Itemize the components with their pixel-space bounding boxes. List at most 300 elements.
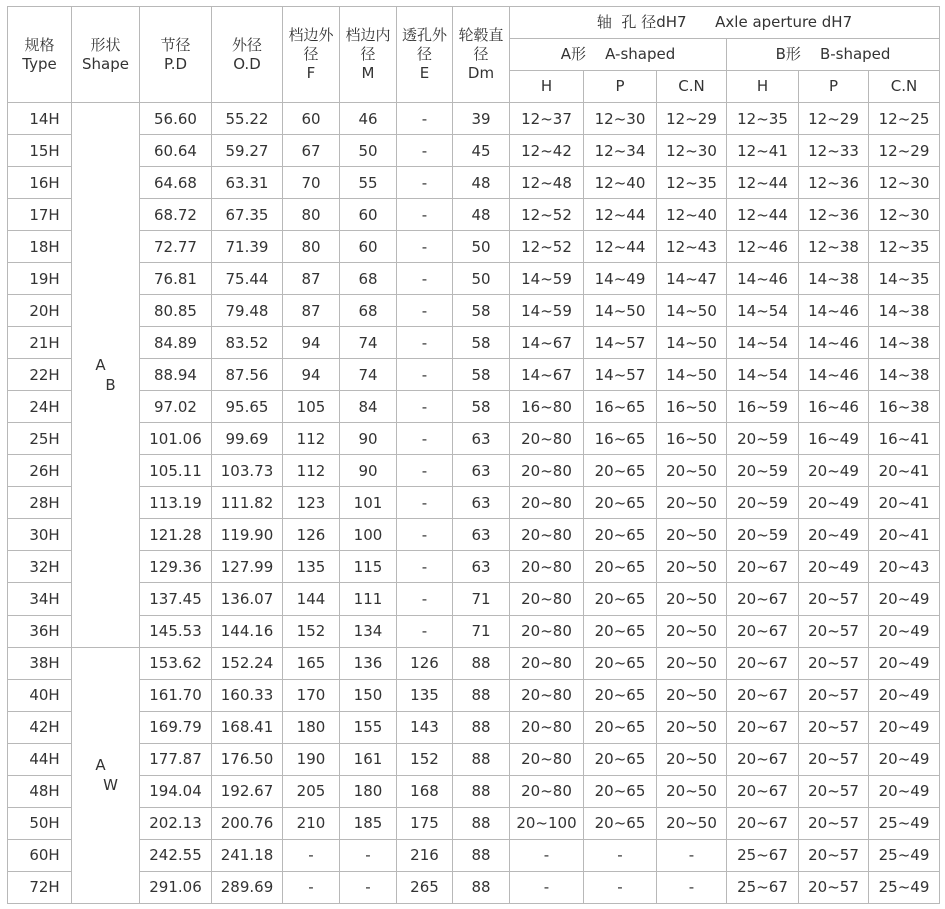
cell-type: 16H <box>8 167 72 199</box>
cell-flange-outer: 152 <box>283 615 340 647</box>
cell-b-h: 12~35 <box>727 103 799 135</box>
cell-pitch-diameter: 80.85 <box>140 295 212 327</box>
cell-a-p: 12~40 <box>584 167 657 199</box>
cell-flange-outer: 70 <box>283 167 340 199</box>
cell-type: 17H <box>8 199 72 231</box>
table-row <box>8 647 940 679</box>
cell-flange-inner: 68 <box>340 263 397 295</box>
cell-through-hole-outer: 152 <box>397 743 453 775</box>
cell-a-p: 20~65 <box>584 615 657 647</box>
cell-b-cn: 25~49 <box>869 839 940 871</box>
cell-through-hole-outer: - <box>397 199 453 231</box>
cell-flange-inner: 50 <box>340 135 397 167</box>
cell-pitch-diameter: 194.04 <box>140 775 212 807</box>
cell-pitch-diameter: 113.19 <box>140 487 212 519</box>
cell-b-h: 20~59 <box>727 519 799 551</box>
cell-through-hole-outer: - <box>397 615 453 647</box>
cell-hub-diameter: 63 <box>453 423 510 455</box>
cell-flange-outer: 87 <box>283 263 340 295</box>
cell-outer-diameter: 79.48 <box>212 295 283 327</box>
cell-b-p: 20~57 <box>799 583 869 615</box>
cell-a-cn: 12~30 <box>657 135 727 167</box>
cell-b-p: 20~49 <box>799 551 869 583</box>
cell-flange-outer: 210 <box>283 807 340 839</box>
subheader-b-h: H <box>727 71 799 103</box>
cell-outer-diameter: 168.41 <box>212 711 283 743</box>
table-row <box>8 583 940 615</box>
cell-b-h: 20~67 <box>727 615 799 647</box>
table-row <box>8 871 940 903</box>
cell-b-h: 20~59 <box>727 423 799 455</box>
cell-pitch-diameter: 105.11 <box>140 455 212 487</box>
cell-flange-outer: 190 <box>283 743 340 775</box>
cell-flange-outer: 180 <box>283 711 340 743</box>
cell-hub-diameter: 63 <box>453 487 510 519</box>
cell-b-h: 25~67 <box>727 839 799 871</box>
table-row <box>8 263 940 295</box>
cell-pitch-diameter: 145.53 <box>140 615 212 647</box>
cell-a-cn: - <box>657 871 727 903</box>
cell-flange-inner: 46 <box>340 103 397 135</box>
cell-a-p: 12~44 <box>584 231 657 263</box>
cell-hub-diameter: 88 <box>453 743 510 775</box>
cell-flange-inner: 68 <box>340 295 397 327</box>
cell-b-h: 12~41 <box>727 135 799 167</box>
cell-a-h: 20~100 <box>510 807 584 839</box>
header-axle-aperture: 轴 孔 径dH7 Axle aperture dH7 <box>510 7 940 39</box>
table-row <box>8 103 940 135</box>
cell-flange-outer: - <box>283 871 340 903</box>
cell-pitch-diameter: 56.60 <box>140 103 212 135</box>
cell-outer-diameter: 127.99 <box>212 551 283 583</box>
cell-pitch-diameter: 242.55 <box>140 839 212 871</box>
cell-b-cn: 20~49 <box>869 583 940 615</box>
cell-hub-diameter: 71 <box>453 583 510 615</box>
shape-group-cell <box>72 103 140 648</box>
cell-pitch-diameter: 137.45 <box>140 583 212 615</box>
cell-b-p: 12~38 <box>799 231 869 263</box>
cell-hub-diameter: 88 <box>453 679 510 711</box>
shape-code-primary: A <box>95 355 106 374</box>
cell-b-cn: 20~41 <box>869 455 940 487</box>
cell-a-p: 20~65 <box>584 775 657 807</box>
cell-hub-diameter: 88 <box>453 807 510 839</box>
cell-outer-diameter: 111.82 <box>212 487 283 519</box>
cell-a-h: 20~80 <box>510 423 584 455</box>
cell-flange-outer: - <box>283 839 340 871</box>
cell-a-h: 20~80 <box>510 487 584 519</box>
cell-through-hole-outer: 135 <box>397 679 453 711</box>
cell-a-cn: 12~43 <box>657 231 727 263</box>
cell-pitch-diameter: 84.89 <box>140 327 212 359</box>
cell-type: 25H <box>8 423 72 455</box>
table-row <box>8 231 940 263</box>
cell-outer-diameter: 99.69 <box>212 423 283 455</box>
cell-b-h: 20~67 <box>727 583 799 615</box>
cell-hub-diameter: 58 <box>453 359 510 391</box>
subheader-a-h: H <box>510 71 584 103</box>
cell-hub-diameter: 63 <box>453 551 510 583</box>
cell-a-cn: 20~50 <box>657 583 727 615</box>
cell-outer-diameter: 55.22 <box>212 103 283 135</box>
cell-hub-diameter: 48 <box>453 199 510 231</box>
cell-b-cn: 16~41 <box>869 423 940 455</box>
cell-pitch-diameter: 291.06 <box>140 871 212 903</box>
cell-outer-diameter: 152.24 <box>212 647 283 679</box>
cell-b-cn: 16~38 <box>869 391 940 423</box>
header-through-hole-outer: 透孔外 径 E <box>397 7 453 103</box>
cell-a-cn: - <box>657 839 727 871</box>
cell-b-h: 12~44 <box>727 167 799 199</box>
cell-hub-diameter: 50 <box>453 263 510 295</box>
cell-a-p: 12~30 <box>584 103 657 135</box>
cell-a-p: 20~65 <box>584 519 657 551</box>
cell-type: 18H <box>8 231 72 263</box>
cell-b-p: 16~49 <box>799 423 869 455</box>
cell-type: 60H <box>8 839 72 871</box>
table-row <box>8 167 940 199</box>
table-row <box>8 327 940 359</box>
table-row <box>8 711 940 743</box>
cell-b-cn: 20~49 <box>869 711 940 743</box>
cell-b-cn: 12~25 <box>869 103 940 135</box>
cell-outer-diameter: 63.31 <box>212 167 283 199</box>
cell-a-h: 12~48 <box>510 167 584 199</box>
cell-hub-diameter: 71 <box>453 615 510 647</box>
cell-a-h: 20~80 <box>510 519 584 551</box>
cell-type: 24H <box>8 391 72 423</box>
cell-a-h: 20~80 <box>510 743 584 775</box>
cell-b-h: 20~67 <box>727 807 799 839</box>
cell-pitch-diameter: 76.81 <box>140 263 212 295</box>
cell-a-cn: 12~35 <box>657 167 727 199</box>
cell-type: 38H <box>8 647 72 679</box>
cell-through-hole-outer: - <box>397 519 453 551</box>
subheader-a-p: P <box>584 71 657 103</box>
cell-a-h: 20~80 <box>510 679 584 711</box>
table-row <box>8 775 940 807</box>
cell-outer-diameter: 144.16 <box>212 615 283 647</box>
cell-flange-inner: 84 <box>340 391 397 423</box>
cell-a-cn: 20~50 <box>657 743 727 775</box>
cell-a-cn: 20~50 <box>657 807 727 839</box>
cell-pitch-diameter: 153.62 <box>140 647 212 679</box>
cell-b-cn: 14~38 <box>869 327 940 359</box>
cell-b-cn: 20~43 <box>869 551 940 583</box>
cell-b-cn: 12~29 <box>869 135 940 167</box>
cell-b-cn: 14~35 <box>869 263 940 295</box>
cell-through-hole-outer: - <box>397 167 453 199</box>
cell-flange-outer: 94 <box>283 327 340 359</box>
cell-type: 36H <box>8 615 72 647</box>
cell-pitch-diameter: 97.02 <box>140 391 212 423</box>
cell-a-p: 16~65 <box>584 423 657 455</box>
table-row <box>8 487 940 519</box>
cell-pitch-diameter: 161.70 <box>140 679 212 711</box>
cell-a-h: 20~80 <box>510 455 584 487</box>
cell-b-h: 14~54 <box>727 295 799 327</box>
cell-flange-inner: 90 <box>340 455 397 487</box>
cell-pitch-diameter: 101.06 <box>140 423 212 455</box>
cell-hub-diameter: 88 <box>453 647 510 679</box>
cell-b-h: 20~59 <box>727 455 799 487</box>
cell-a-p: - <box>584 839 657 871</box>
cell-outer-diameter: 87.56 <box>212 359 283 391</box>
cell-flange-inner: 136 <box>340 647 397 679</box>
cell-outer-diameter: 67.35 <box>212 199 283 231</box>
cell-type: 19H <box>8 263 72 295</box>
cell-flange-inner: 161 <box>340 743 397 775</box>
cell-flange-outer: 144 <box>283 583 340 615</box>
cell-a-p: 20~65 <box>584 711 657 743</box>
cell-a-cn: 16~50 <box>657 391 727 423</box>
cell-b-cn: 12~30 <box>869 199 940 231</box>
cell-b-p: 20~57 <box>799 743 869 775</box>
header-shape: 形状 Shape <box>72 7 140 103</box>
cell-type: 30H <box>8 519 72 551</box>
cell-a-p: 20~65 <box>584 551 657 583</box>
cell-b-p: 14~46 <box>799 359 869 391</box>
cell-a-cn: 20~50 <box>657 519 727 551</box>
cell-flange-outer: 205 <box>283 775 340 807</box>
cell-a-h: - <box>510 871 584 903</box>
cell-flange-outer: 123 <box>283 487 340 519</box>
cell-flange-inner: 111 <box>340 583 397 615</box>
cell-outer-diameter: 75.44 <box>212 263 283 295</box>
table-row <box>8 455 940 487</box>
cell-through-hole-outer: 216 <box>397 839 453 871</box>
cell-b-p: 14~38 <box>799 263 869 295</box>
cell-outer-diameter: 241.18 <box>212 839 283 871</box>
cell-a-h: 12~42 <box>510 135 584 167</box>
cell-type: 50H <box>8 807 72 839</box>
cell-type: 28H <box>8 487 72 519</box>
cell-b-h: 20~67 <box>727 711 799 743</box>
cell-a-cn: 20~50 <box>657 711 727 743</box>
table-row <box>8 519 940 551</box>
table-row <box>8 391 940 423</box>
cell-a-cn: 14~50 <box>657 327 727 359</box>
cell-b-p: 12~36 <box>799 167 869 199</box>
cell-b-cn: 20~41 <box>869 519 940 551</box>
cell-flange-inner: 150 <box>340 679 397 711</box>
cell-b-p: 20~57 <box>799 679 869 711</box>
cell-flange-outer: 112 <box>283 455 340 487</box>
cell-flange-inner: 60 <box>340 199 397 231</box>
shape-code-primary: A <box>95 756 106 775</box>
cell-b-h: 16~59 <box>727 391 799 423</box>
cell-flange-outer: 67 <box>283 135 340 167</box>
header-pitch-diameter: 节径 P.D <box>140 7 212 103</box>
cell-type: 22H <box>8 359 72 391</box>
shape-code-secondary: B <box>105 375 116 394</box>
cell-pitch-diameter: 177.87 <box>140 743 212 775</box>
cell-a-h: 14~59 <box>510 295 584 327</box>
cell-flange-outer: 126 <box>283 519 340 551</box>
cell-b-p: 14~46 <box>799 295 869 327</box>
cell-a-cn: 14~50 <box>657 295 727 327</box>
cell-a-cn: 20~50 <box>657 615 727 647</box>
cell-a-h: 20~80 <box>510 711 584 743</box>
cell-a-h: 20~80 <box>510 647 584 679</box>
cell-hub-diameter: 88 <box>453 775 510 807</box>
cell-a-p: 20~65 <box>584 647 657 679</box>
cell-outer-diameter: 200.76 <box>212 807 283 839</box>
cell-flange-outer: 94 <box>283 359 340 391</box>
cell-pitch-diameter: 64.68 <box>140 167 212 199</box>
cell-b-cn: 20~49 <box>869 679 940 711</box>
cell-b-h: 14~54 <box>727 359 799 391</box>
cell-a-cn: 20~50 <box>657 455 727 487</box>
cell-pitch-diameter: 88.94 <box>140 359 212 391</box>
cell-b-cn: 25~49 <box>869 807 940 839</box>
cell-flange-inner: 180 <box>340 775 397 807</box>
cell-b-h: 20~67 <box>727 551 799 583</box>
cell-flange-outer: 80 <box>283 199 340 231</box>
cell-b-h: 20~67 <box>727 743 799 775</box>
table-row <box>8 135 940 167</box>
cell-type: 20H <box>8 295 72 327</box>
cell-b-h: 12~44 <box>727 199 799 231</box>
cell-b-p: 12~36 <box>799 199 869 231</box>
cell-a-cn: 20~50 <box>657 679 727 711</box>
cell-hub-diameter: 58 <box>453 327 510 359</box>
cell-pitch-diameter: 169.79 <box>140 711 212 743</box>
cell-flange-inner: 74 <box>340 359 397 391</box>
cell-a-cn: 12~29 <box>657 103 727 135</box>
cell-through-hole-outer: 175 <box>397 807 453 839</box>
cell-through-hole-outer: - <box>397 295 453 327</box>
cell-outer-diameter: 59.27 <box>212 135 283 167</box>
cell-pitch-diameter: 129.36 <box>140 551 212 583</box>
header-a-shaped: A形 A-shaped <box>510 39 727 71</box>
cell-a-cn: 20~50 <box>657 487 727 519</box>
cell-through-hole-outer: - <box>397 423 453 455</box>
cell-a-p: 14~57 <box>584 359 657 391</box>
cell-hub-diameter: 48 <box>453 167 510 199</box>
cell-through-hole-outer: - <box>397 551 453 583</box>
cell-b-cn: 20~41 <box>869 487 940 519</box>
cell-type: 40H <box>8 679 72 711</box>
cell-outer-diameter: 289.69 <box>212 871 283 903</box>
cell-hub-diameter: 63 <box>453 519 510 551</box>
cell-pitch-diameter: 68.72 <box>140 199 212 231</box>
cell-a-cn: 20~50 <box>657 551 727 583</box>
cell-type: 44H <box>8 743 72 775</box>
cell-through-hole-outer: - <box>397 135 453 167</box>
cell-flange-outer: 80 <box>283 231 340 263</box>
cell-a-cn: 20~50 <box>657 775 727 807</box>
cell-b-cn: 12~30 <box>869 167 940 199</box>
cell-a-cn: 12~40 <box>657 199 727 231</box>
cell-flange-inner: 155 <box>340 711 397 743</box>
cell-flange-outer: 60 <box>283 103 340 135</box>
cell-through-hole-outer: - <box>397 583 453 615</box>
cell-through-hole-outer: - <box>397 391 453 423</box>
cell-hub-diameter: 39 <box>453 103 510 135</box>
cell-b-cn: 20~49 <box>869 775 940 807</box>
cell-pitch-diameter: 60.64 <box>140 135 212 167</box>
cell-b-p: 20~57 <box>799 711 869 743</box>
cell-b-p: 16~46 <box>799 391 869 423</box>
cell-through-hole-outer: - <box>397 487 453 519</box>
cell-outer-diameter: 192.67 <box>212 775 283 807</box>
cell-b-h: 20~59 <box>727 487 799 519</box>
cell-b-p: 20~57 <box>799 871 869 903</box>
table-row <box>8 679 940 711</box>
cell-through-hole-outer: 265 <box>397 871 453 903</box>
cell-b-h: 20~67 <box>727 679 799 711</box>
cell-a-p: 12~44 <box>584 199 657 231</box>
cell-flange-inner: 100 <box>340 519 397 551</box>
cell-flange-inner: 60 <box>340 231 397 263</box>
cell-flange-outer: 87 <box>283 295 340 327</box>
header-flange-outer: 档边外 径 F <box>283 7 340 103</box>
cell-a-cn: 16~50 <box>657 423 727 455</box>
cell-through-hole-outer: 143 <box>397 711 453 743</box>
cell-b-p: 20~57 <box>799 647 869 679</box>
cell-type: 32H <box>8 551 72 583</box>
cell-through-hole-outer: - <box>397 263 453 295</box>
table-row <box>8 807 940 839</box>
cell-b-p: 20~49 <box>799 519 869 551</box>
cell-pitch-diameter: 121.28 <box>140 519 212 551</box>
cell-through-hole-outer: - <box>397 103 453 135</box>
cell-flange-outer: 165 <box>283 647 340 679</box>
shape-group-cell <box>72 647 140 903</box>
cell-b-p: 20~57 <box>799 807 869 839</box>
header-b-shaped: B形 B-shaped <box>727 39 940 71</box>
cell-hub-diameter: 45 <box>453 135 510 167</box>
cell-a-h: 12~52 <box>510 231 584 263</box>
cell-flange-outer: 105 <box>283 391 340 423</box>
subheader-b-p: P <box>799 71 869 103</box>
cell-a-h: 16~80 <box>510 391 584 423</box>
cell-a-p: 20~65 <box>584 583 657 615</box>
table-row <box>8 295 940 327</box>
cell-type: 72H <box>8 871 72 903</box>
spec-table <box>7 6 940 904</box>
cell-type: 26H <box>8 455 72 487</box>
cell-outer-diameter: 176.50 <box>212 743 283 775</box>
cell-type: 15H <box>8 135 72 167</box>
cell-outer-diameter: 103.73 <box>212 455 283 487</box>
cell-type: 21H <box>8 327 72 359</box>
cell-b-h: 25~67 <box>727 871 799 903</box>
cell-a-h: 20~80 <box>510 583 584 615</box>
cell-b-cn: 25~49 <box>869 871 940 903</box>
cell-flange-inner: 74 <box>340 327 397 359</box>
cell-flange-outer: 112 <box>283 423 340 455</box>
cell-a-h: 20~80 <box>510 551 584 583</box>
cell-b-h: 12~46 <box>727 231 799 263</box>
cell-a-h: 20~80 <box>510 775 584 807</box>
cell-outer-diameter: 71.39 <box>212 231 283 263</box>
cell-b-cn: 20~49 <box>869 647 940 679</box>
cell-flange-inner: 55 <box>340 167 397 199</box>
cell-a-p: 20~65 <box>584 455 657 487</box>
cell-b-p: 20~57 <box>799 615 869 647</box>
cell-b-h: 20~67 <box>727 775 799 807</box>
cell-hub-diameter: 58 <box>453 391 510 423</box>
cell-b-p: 20~49 <box>799 487 869 519</box>
cell-through-hole-outer: - <box>397 327 453 359</box>
cell-outer-diameter: 95.65 <box>212 391 283 423</box>
header-type: 规格 Type <box>8 7 72 103</box>
cell-a-h: 12~52 <box>510 199 584 231</box>
cell-b-cn: 14~38 <box>869 359 940 391</box>
header-hub-diameter: 轮毂直 径 Dm <box>453 7 510 103</box>
